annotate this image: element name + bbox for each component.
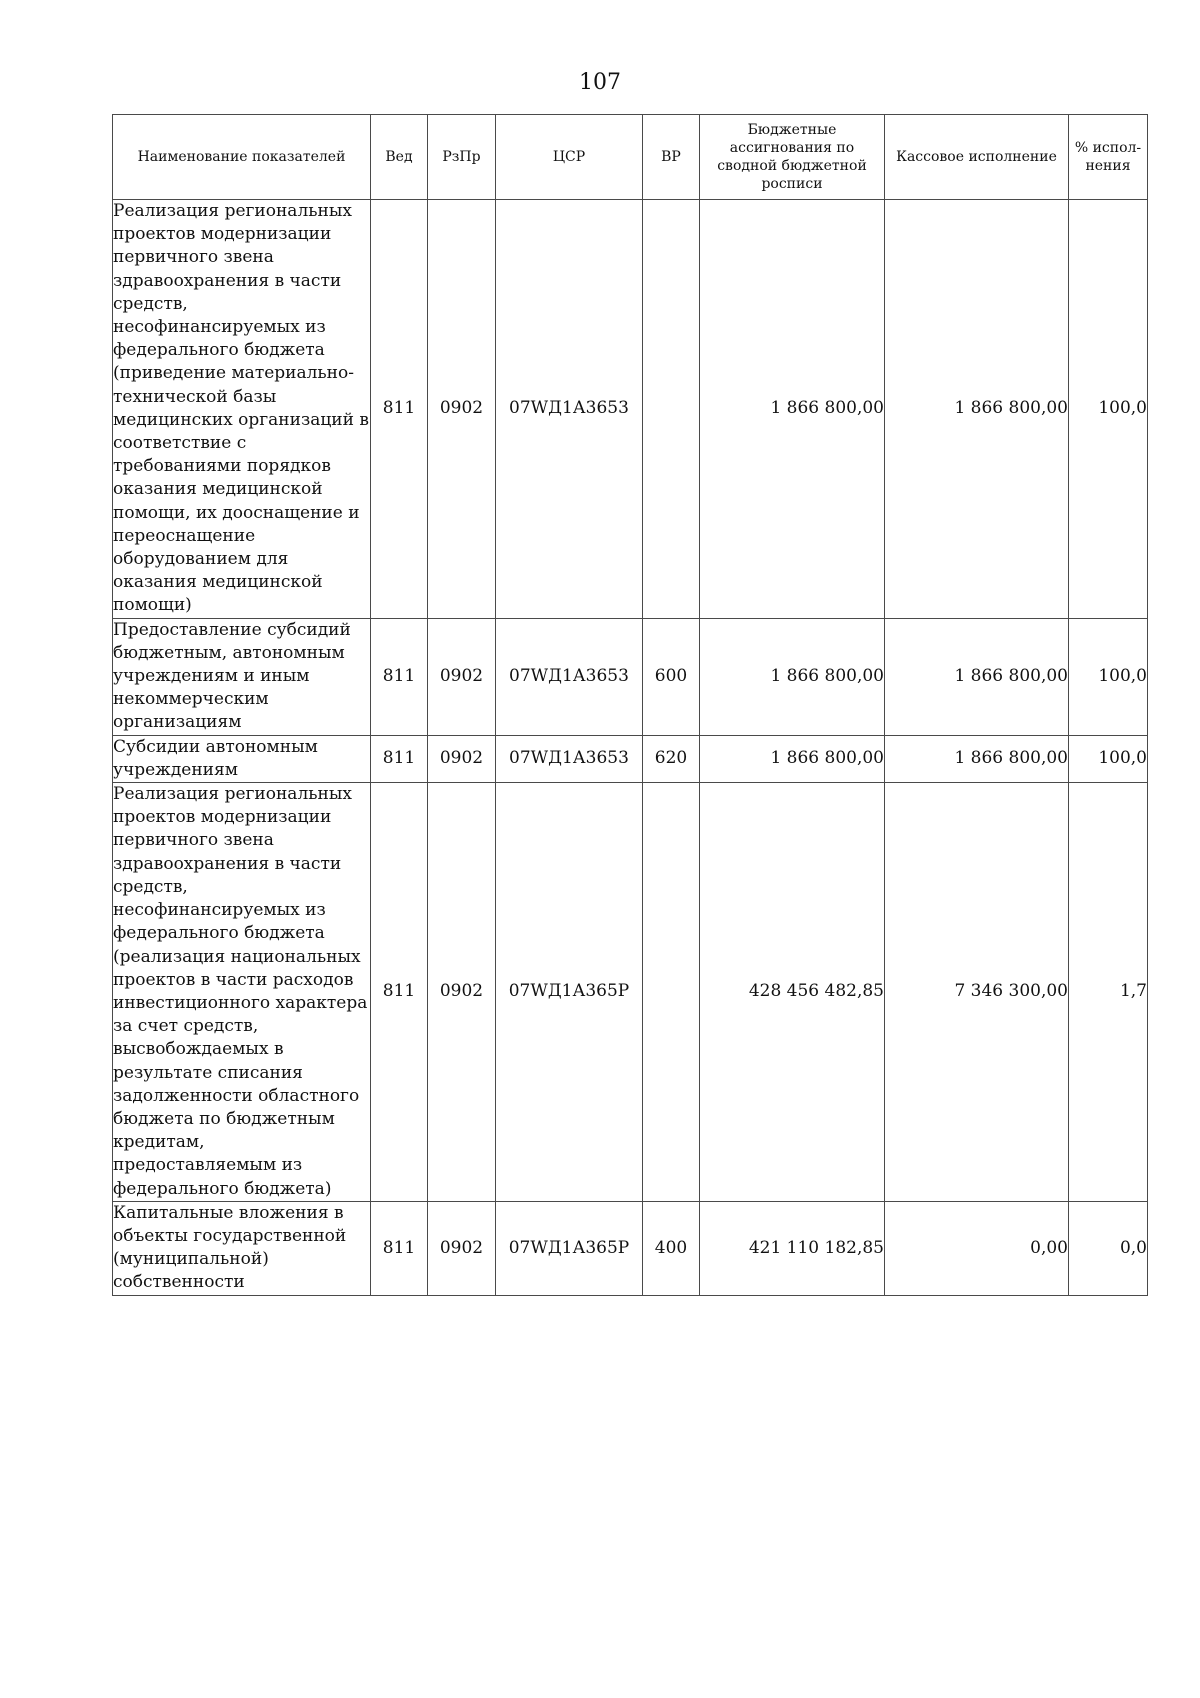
row-name: Капитальные вложения в объекты государственной (муниципальной) собственности — [113, 1201, 371, 1295]
row-ved: 811 — [371, 1201, 428, 1295]
row-assignments: 421 110 182,85 — [700, 1201, 885, 1295]
row-csr: 07WД1А3653 — [496, 735, 643, 782]
header-name: Наименование показателей — [113, 115, 371, 200]
row-name: Субсидии автономным учреждениям — [113, 735, 371, 782]
row-rzpr: 0902 — [428, 783, 496, 1202]
row-percent-execution: 100,0 — [1069, 735, 1148, 782]
row-rzpr: 0902 — [428, 618, 496, 735]
row-vr: 400 — [643, 1201, 700, 1295]
header-ved: Вед — [371, 115, 428, 200]
row-cash-execution: 1 866 800,00 — [885, 200, 1069, 619]
row-ved: 811 — [371, 200, 428, 619]
header-vr: ВР — [643, 115, 700, 200]
row-vr: 620 — [643, 735, 700, 782]
row-vr — [643, 783, 700, 1202]
row-csr: 07WД1А3653 — [496, 618, 643, 735]
header-rzpr: РзПр — [428, 115, 496, 200]
row-percent-execution: 0,0 — [1069, 1201, 1148, 1295]
row-percent-execution: 100,0 — [1069, 200, 1148, 619]
row-cash-execution: 1 866 800,00 — [885, 735, 1069, 782]
row-assignments: 1 866 800,00 — [700, 735, 885, 782]
row-rzpr: 0902 — [428, 1201, 496, 1295]
row-ved: 811 — [371, 735, 428, 782]
row-name: Реализация региональных проектов модернизации первичного звена здравоохранения в части средств, несофинансируемых из федерального бюджета (реализация национальных проектов в части расходов инвестиционного характера за счет средств, высвобождаемых в результате списания задолженности областного бюджета по бюджетным кредитам, предоставляемым из федерального бюджета) — [113, 783, 371, 1202]
row-vr — [643, 200, 700, 619]
table-row — [113, 618, 1148, 735]
row-percent-execution: 1,7 — [1069, 783, 1148, 1202]
row-csr: 07WД1А3653 — [496, 200, 643, 619]
row-name: Предоставление субсидий бюджетным, автономным учреждениям и иным некоммерческим организациям — [113, 618, 371, 735]
row-assignments: 1 866 800,00 — [700, 618, 885, 735]
row-vr: 600 — [643, 618, 700, 735]
row-cash-execution: 7 346 300,00 — [885, 783, 1069, 1202]
header-assignments: Бюджетные ассигнования по сводной бюджетной росписи — [700, 115, 885, 200]
header-cash-execution: Кассовое исполнение — [885, 115, 1069, 200]
row-name: Реализация региональных проектов модернизации первичного звена здравоохранения в части средств, несофинансируемых из федерального бюджета (приведение материально-технической базы медицинских организаций в соответствие с требованиями порядков оказания медицинской помощи, их дооснащение и переоснащение оборудованием для оказания медицинской помощи) — [113, 200, 371, 619]
table-row — [113, 735, 1148, 782]
budget-execution-table — [112, 114, 1148, 1296]
table-row — [113, 1201, 1148, 1295]
table-row — [113, 783, 1148, 1202]
row-rzpr: 0902 — [428, 735, 496, 782]
table-header-row — [113, 115, 1148, 200]
row-assignments: 428 456 482,85 — [700, 783, 885, 1202]
page-number: 107 — [579, 70, 621, 95]
row-cash-execution: 1 866 800,00 — [885, 618, 1069, 735]
row-csr: 07WД1А365Р — [496, 1201, 643, 1295]
table-row — [113, 200, 1148, 619]
header-percent-execution: % испол-нения — [1069, 115, 1148, 200]
row-ved: 811 — [371, 618, 428, 735]
header-csr: ЦСР — [496, 115, 643, 200]
row-rzpr: 0902 — [428, 200, 496, 619]
row-csr: 07WД1А365Р — [496, 783, 643, 1202]
row-assignments: 1 866 800,00 — [700, 200, 885, 619]
row-percent-execution: 100,0 — [1069, 618, 1148, 735]
row-ved: 811 — [371, 783, 428, 1202]
row-cash-execution: 0,00 — [885, 1201, 1069, 1295]
